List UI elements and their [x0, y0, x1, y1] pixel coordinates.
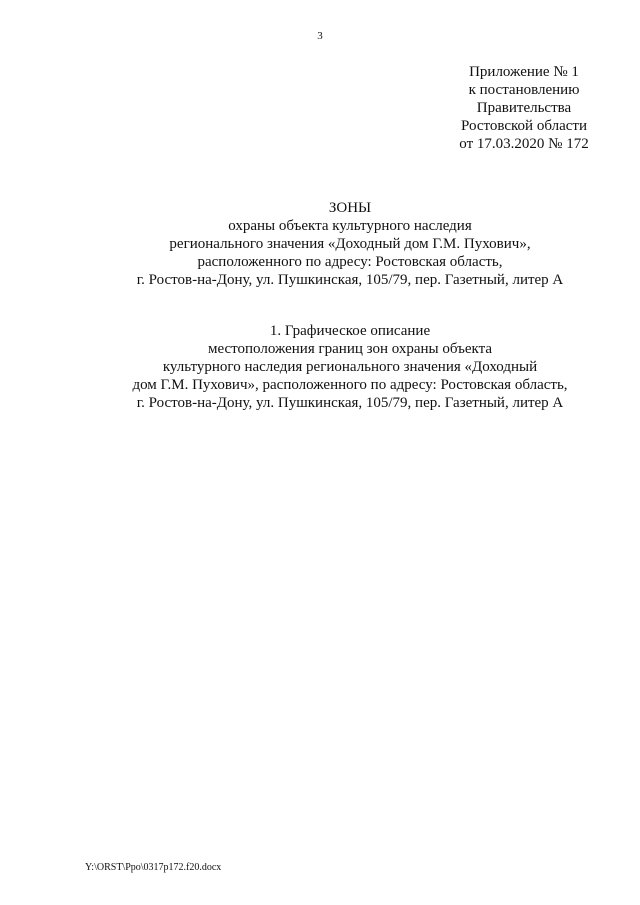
- section-line: 1. Графическое описание: [269, 323, 431, 339]
- section-heading: [0, 322, 640, 412]
- title-line: регионального значения «Доходный дом Г.М. Пухович»,: [169, 236, 531, 252]
- appendix-line: Правительства: [476, 100, 572, 116]
- appendix-line: Приложение № 1: [469, 64, 579, 80]
- appendix-reference: [430, 63, 618, 153]
- footer-file-path: Y:\ORST\Ppo\0317p172.f20.docx: [85, 862, 222, 873]
- section-line: культурного наследия регионального значения «Доходный: [162, 359, 538, 375]
- section-line: г. Ростов-на-Дону, ул. Пушкинская, 105/79, пер. Газетный, литер А: [136, 395, 564, 411]
- title-line: г. Ростов-на-Дону, ул. Пушкинская, 105/79, пер. Газетный, литер А: [136, 272, 564, 288]
- title-line: охраны объекта культурного наследия: [228, 218, 472, 234]
- document-title: [0, 199, 640, 289]
- section-line: дом Г.М. Пухович», расположенного по адресу: Ростовская область,: [132, 377, 568, 393]
- appendix-line: от 17.03.2020 № 172: [459, 136, 589, 152]
- title-heading: ЗОНЫ: [328, 200, 372, 216]
- appendix-line: Ростовской области: [461, 118, 587, 134]
- appendix-line: к постановлению: [468, 82, 580, 98]
- section-line: местоположения границ зон охраны объекта: [207, 341, 493, 357]
- title-line: расположенного по адресу: Ростовская область,: [197, 254, 503, 270]
- page-number: 3: [317, 30, 323, 42]
